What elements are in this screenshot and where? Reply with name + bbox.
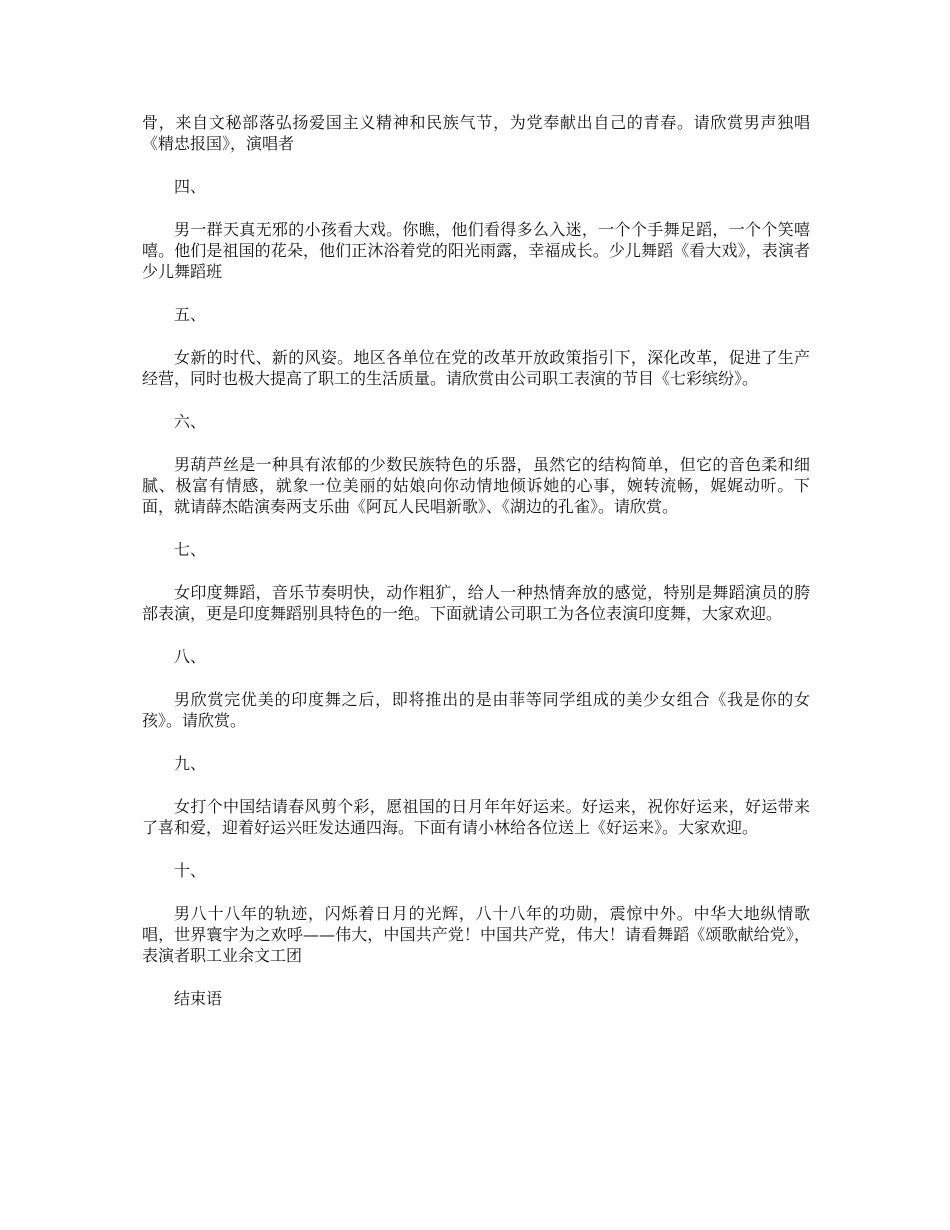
- spacer: [142, 560, 810, 582]
- section-heading-10: 十、: [174, 861, 207, 880]
- document-body: [142, 112, 810, 1009]
- spacer: [142, 667, 810, 689]
- section-text-6: 男葫芦丝是一种具有浓郁的少数民族特色的乐器，虽然它的结构简单，但它的音色柔和细腻、极富有情感，就象一位美丽的姑娘向你动情地倾诉她的心事，婉转流畅，娓娓动听。下面，就请薛杰皓演奏两支乐曲《阿瓦人民唱新歌》、《湖边的孔雀》。请欣赏。: [142, 455, 810, 516]
- spacer: [142, 517, 810, 539]
- spacer: [142, 774, 810, 796]
- spacer: [142, 325, 810, 347]
- section-text-9: 女打个中国结请春风剪个彩，愿祖国的日月年年好运来。好运来，祝你好运来，好运带来了喜和爱，迎着好运兴旺发达通四海。下面有请小林给各位送上《好运来》。大家欢迎。: [142, 797, 810, 837]
- spacer: [142, 881, 810, 903]
- section-heading-5: 五、: [174, 305, 207, 324]
- section-heading-8: 八、: [174, 647, 207, 666]
- spacer: [142, 432, 810, 454]
- spacer: [142, 966, 810, 988]
- section-heading-6: 六、: [174, 412, 207, 431]
- section-text-7: 女印度舞蹈，音乐节奏明快，动作粗犷，给人一种热情奔放的感觉，特别是舞蹈演员的胯部表演，更是印度舞蹈别具特色的一绝。下面就请公司职工为各位表演印度舞，大家欢迎。: [142, 583, 810, 623]
- spacer: [142, 389, 810, 411]
- section-heading-7: 七、: [174, 540, 207, 559]
- intro-paragraph: 骨，来自文秘部落弘扬爱国主义精神和民族气节，为党奉献出自己的青春。请欣赏男声独唱《精忠报国》，演唱者: [142, 113, 810, 153]
- section-text-8: 男欣赏完优美的印度舞之后，即将推出的是由菲等同学组成的美少女组合《我是你的女孩》。请欣赏。: [142, 690, 810, 730]
- section-text-5: 女新的时代、新的风姿。地区各单位在党的改革开放政策指引下，深化改革，促进了生产经营，同时也极大提高了职工的生活质量。请欣赏由公司职工表演的节目《七彩缤纷》。: [142, 348, 810, 388]
- spacer: [142, 624, 810, 646]
- section-text-4: 男一群天真无邪的小孩看大戏。你瞧，他们看得多么入迷，一个个手舞足蹈，一个个笑嘻嘻。他们是祖国的花朵，他们正沐浴着党的阳光雨露，幸福成长。少儿舞蹈《看大戏》，表演者少儿舞蹈班: [142, 220, 810, 281]
- spacer: [142, 197, 810, 219]
- spacer: [142, 731, 810, 753]
- section-heading-4: 四、: [174, 177, 207, 196]
- spacer: [142, 154, 810, 176]
- spacer: [142, 282, 810, 304]
- section-text-10: 男八十八年的轨迹，闪烁着日月的光辉，八十八年的功勋，震惊中外。中华大地纵情歌唱，世界寰宇为之欢呼——伟大，中国共产党！中国共产党，伟大！请看舞蹈《颂歌献给党》，表演者职工业余文工团: [142, 904, 810, 965]
- spacer: [142, 838, 810, 860]
- section-heading-9: 九、: [174, 754, 207, 773]
- closing-heading: 结束语: [174, 989, 223, 1008]
